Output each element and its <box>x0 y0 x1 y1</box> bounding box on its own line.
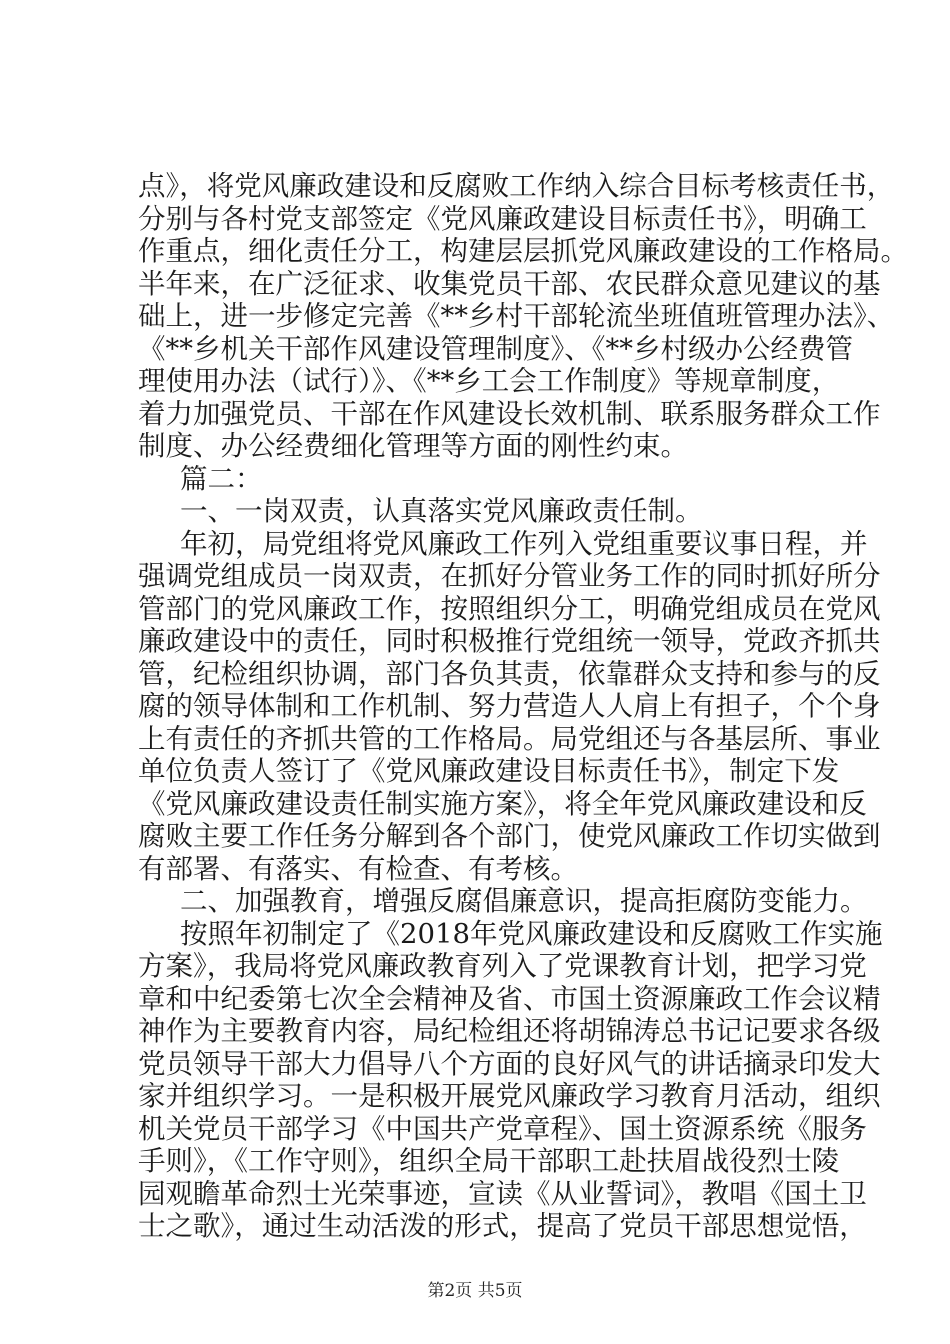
text-line: 《**乡机关干部作风建设管理制度》、《**乡村级办公经费管 <box>138 332 853 365</box>
text-line: 廉政建设中的责任，同时积极推行党组统一领导，党政齐抓共 <box>138 625 881 657</box>
text-line: 方案》，我局将党风廉政教育列入了党课教育计划，把学习党 <box>138 950 867 982</box>
text-line: 强调党组成员一岗双责，在抓好分管业务工作的同时抓好所分 <box>138 560 881 592</box>
text-line: 着力加强党员、干部在作风建设长效机制、联系服务群众工作 <box>138 397 881 430</box>
text-line: 上有责任的齐抓共管的工作格局。局党组还与各基层所、事业 <box>138 722 881 755</box>
text-line: 管，纪检组织协调，部门各负其责，依靠群众支持和参与的反 <box>138 657 881 690</box>
text-line: 按照年初制定了《2018年党风廉政建设和反腐败工作实施 <box>180 917 883 950</box>
section-heading: 二、加强教育，增强反腐倡廉意识，提高拒腐防变能力。 <box>180 885 868 917</box>
document-body <box>138 170 908 1243</box>
text-line: 党员领导干部大力倡导八个方面的良好风气的讲话摘录印发大 <box>138 1047 881 1080</box>
section-heading: 一、一岗双责，认真落实党风廉政责任制。 <box>180 495 703 527</box>
text-line: 年初，局党组将党风廉政工作列入党组重要议事日程，并 <box>180 527 868 560</box>
text-line: 腐的领导体制和工作机制、努力营造人人肩上有担子，个个身 <box>138 690 881 722</box>
text-line: 制度、办公经费细化管理等方面的刚性约束。 <box>138 430 688 462</box>
text-line: 士之歌》，通过生动活泼的形式，提高了党员干部思想觉悟， <box>138 1210 867 1242</box>
text-line: 作重点，细化责任分工，构建层层抓党风廉政建设的工作格局。 <box>138 235 908 267</box>
text-line: 半年来，在广泛征求、收集党员干部、农民群众意见建议的基 <box>138 267 881 300</box>
text-line: 园观瞻革命烈士光荣事迹，宣读《从业誓词》，教唱《国土卫 <box>138 1177 867 1210</box>
text-line: 有部署、有落实、有检查、有考核。 <box>138 852 578 885</box>
text-line: 础上，进一步修定完善《**乡村干部轮流坐班值班管理办法》、 <box>138 300 895 332</box>
text-line: 腐败主要工作任务分解到各个部门，使党风廉政工作切实做到 <box>138 820 881 852</box>
text-line: 家并组织学习。一是积极开展党风廉政学习教育月活动，组织 <box>138 1080 881 1112</box>
text-line: 神作为主要教育内容，局纪检组还将胡锦涛总书记记要求各级 <box>138 1015 881 1047</box>
text-line: 理使用办法（试行）》、《**乡工会工作制度》等规章制度， <box>138 365 840 397</box>
text-line: 机关党员干部学习《中国共产党章程》、国土资源系统《服务 <box>138 1112 867 1145</box>
text-line: 分别与各村党支部签定《党风廉政建设目标责任书》，明确工 <box>138 202 867 235</box>
page-number-footer: 第2页 共5页 <box>427 1281 523 1301</box>
text-line: 单位负责人签订了《党风廉政建设目标责任书》，制定下发 <box>138 755 840 787</box>
text-line: 章和中纪委第七次全会精神及省、市国土资源廉政工作会议精 <box>138 982 881 1015</box>
text-line: 手则》，《工作守则》，组织全局干部职工赴扶眉战役烈士陵 <box>138 1145 840 1177</box>
text-line: 《党风廉政建设责任制实施方案》，将全年党风廉政建设和反 <box>138 787 867 820</box>
section-heading: 篇二： <box>180 462 263 495</box>
text-line: 点》，将党风廉政建设和反腐败工作纳入综合目标考核责任书， <box>138 170 895 202</box>
text-line: 管部门的党风廉政工作，按照组织分工，明确党组成员在党风 <box>138 592 881 625</box>
